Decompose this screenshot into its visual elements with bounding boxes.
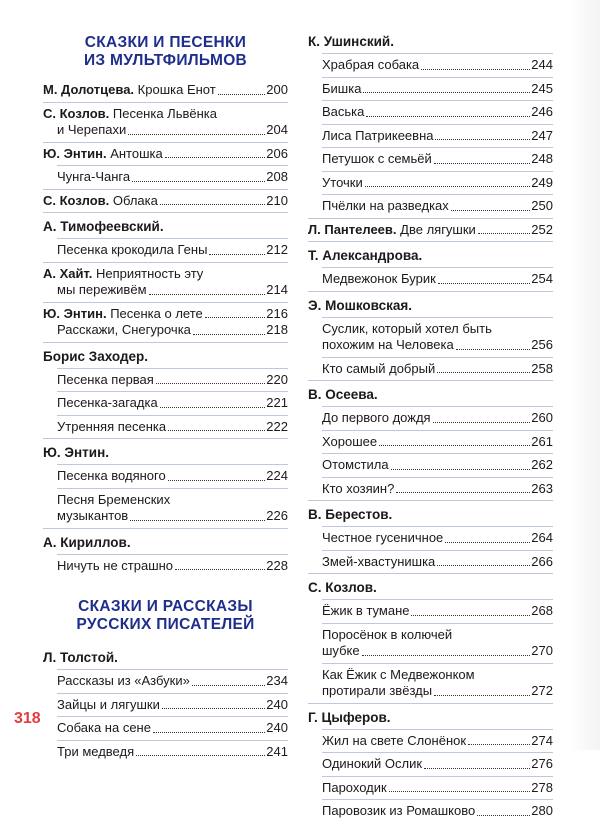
page-ref: 270	[531, 643, 553, 658]
author-name: В. Осеева.	[308, 387, 378, 402]
page-ref: 224	[266, 468, 288, 483]
toc-entry[interactable]	[308, 104, 553, 121]
entry-title: Кто хозяин?	[322, 480, 395, 496]
toc-entry[interactable]	[43, 306, 288, 323]
entry-title: Утренняя песенка	[57, 418, 167, 434]
author-name: Л. Пантелеев.	[308, 221, 397, 237]
page-ref: 254	[531, 271, 553, 286]
entry-title: Уточки	[322, 174, 363, 190]
heading-line: СКАЗКИ И ПЕСЕНКИ	[84, 34, 247, 51]
page-ref: 278	[531, 779, 553, 795]
divider	[322, 453, 553, 454]
divider	[43, 438, 288, 439]
divider	[57, 554, 288, 555]
toc-entry[interactable]	[308, 410, 553, 427]
divider	[322, 550, 553, 551]
author-name: А. Кириллов.	[43, 534, 131, 550]
dot-leader	[434, 163, 531, 164]
dot-leader	[424, 768, 530, 769]
divider	[57, 693, 288, 694]
toc-entry[interactable]	[308, 361, 553, 378]
page-ref: 228	[266, 557, 288, 573]
toc-entry[interactable]	[43, 372, 288, 389]
divider	[322, 623, 553, 624]
divider	[322, 357, 553, 358]
author-name: В. Берестов.	[308, 507, 393, 522]
dot-leader	[389, 791, 531, 792]
dot-leader	[149, 294, 266, 295]
divider	[57, 391, 288, 392]
entry-title: Песенка о лете	[110, 305, 203, 321]
entry-title: Петушок с семьёй	[322, 151, 432, 166]
toc-entry[interactable]	[308, 780, 553, 797]
dot-leader	[433, 422, 531, 423]
entry-title: Пчёлки на разведках	[322, 198, 449, 213]
entry-title: Хорошее	[322, 433, 378, 449]
entry-title: музыкантов	[57, 508, 129, 523]
entry-title: Кто самый добрый	[322, 360, 436, 376]
divider	[322, 430, 553, 431]
toc-entry[interactable]	[308, 222, 553, 239]
divider	[308, 703, 553, 704]
author-name: Л. Толстой.	[43, 650, 118, 665]
page-ref: 260	[531, 410, 553, 425]
divider	[322, 799, 553, 800]
toc-entry[interactable]	[43, 697, 288, 714]
page-ref: 261	[531, 433, 553, 449]
dot-leader	[411, 615, 530, 616]
page-ref: 212	[266, 242, 288, 257]
dot-leader	[130, 520, 265, 521]
dot-leader	[437, 565, 530, 566]
divider	[43, 142, 288, 143]
entry-title: Рассказы из «Азбуки»	[57, 673, 190, 688]
entry-title: Медвежонок Бурик	[322, 271, 436, 286]
divider	[43, 262, 288, 263]
divider	[322, 406, 553, 407]
toc-entry[interactable]	[43, 720, 288, 737]
entry-title: протирали звёзды	[322, 683, 433, 698]
entry-title: Неприятность эту	[95, 265, 204, 281]
entry-title: Суслик, который хотел быть	[322, 320, 492, 336]
entry-title: До первого дождя	[322, 410, 431, 425]
author-name: К. Ушинский.	[308, 34, 394, 49]
page-ref: 263	[531, 480, 553, 496]
entry-title: Честное гусеничное	[322, 530, 444, 545]
author-name: А. Тимофеевский.	[43, 219, 164, 234]
entry-title: Антошка	[110, 145, 163, 161]
page-edge-shading	[570, 0, 600, 750]
dot-leader	[445, 542, 530, 543]
divider	[43, 102, 288, 103]
page-number: 318	[14, 710, 41, 727]
page-ref: 256	[531, 337, 553, 352]
page-ref: 268	[531, 603, 553, 618]
heading-line: РУССКИХ ПИСАТЕЛЕЙ	[76, 616, 255, 633]
divider	[322, 100, 553, 101]
page-ref: 222	[266, 418, 288, 434]
dot-leader	[209, 254, 265, 255]
toc-entry[interactable]	[308, 81, 553, 98]
dot-leader	[391, 469, 531, 470]
entry-title: Жил на свете Слонёнок	[322, 732, 467, 748]
toc-entry[interactable]	[308, 481, 553, 498]
toc-entry[interactable]	[43, 82, 288, 99]
entry-title: Песенка первая	[57, 371, 154, 387]
divider	[57, 740, 288, 741]
author-name: С. Козлов.	[43, 105, 110, 121]
divider	[308, 573, 553, 574]
page-ref: 220	[266, 371, 288, 387]
divider	[322, 317, 553, 318]
toc-entry[interactable]	[308, 128, 553, 145]
dot-leader	[396, 492, 530, 493]
divider	[43, 189, 288, 190]
divider	[322, 77, 553, 78]
entry-title: Песенка водяного	[57, 468, 166, 483]
dot-leader	[437, 372, 530, 373]
page-ref: 210	[266, 192, 288, 208]
page-ref: 276	[531, 756, 553, 771]
dot-leader	[477, 815, 530, 816]
divider	[57, 368, 288, 369]
entry-title: мы переживём	[57, 282, 147, 297]
entry-title: похожим на Человека	[322, 337, 454, 352]
dot-leader	[478, 233, 530, 234]
divider	[322, 752, 553, 753]
entry-title: Бишка	[322, 80, 362, 96]
toc-entry[interactable]	[308, 756, 553, 773]
page-ref: 234	[266, 673, 288, 688]
page-ref: 216	[266, 305, 288, 321]
entry-title: шубке	[322, 643, 360, 658]
dot-leader	[379, 445, 530, 446]
author-name: С. Козлов.	[308, 580, 377, 595]
entry-title: Одинокий Ослик	[322, 756, 423, 771]
divider	[322, 53, 553, 54]
dot-leader	[162, 708, 265, 709]
author-name: М. Долотцева.	[43, 82, 135, 97]
entry-title: Песенка Львёнка	[112, 105, 217, 121]
entry-title: Ёжик в тумане	[322, 603, 410, 618]
divider	[43, 302, 288, 303]
entry-title: Песня Бременских	[57, 491, 171, 507]
divider	[57, 488, 288, 489]
heading-line: СКАЗКИ И РАССКАЗЫ	[78, 598, 253, 615]
author-name: Борис Заходер.	[43, 348, 149, 364]
page-ref: 250	[531, 198, 553, 213]
toc-entry[interactable]	[43, 673, 288, 690]
dot-leader	[128, 134, 265, 135]
page-ref: 214	[266, 282, 288, 297]
section-heading-cartoons	[43, 34, 288, 70]
divider	[322, 599, 553, 600]
page-ref: 208	[266, 169, 288, 184]
divider	[322, 477, 553, 478]
toc-entry[interactable]	[43, 468, 288, 485]
entry-title: Пароходик	[322, 779, 387, 795]
toc-entry[interactable]	[43, 558, 288, 575]
divider	[322, 147, 553, 148]
entry-title: Песенка-загадка	[57, 395, 158, 410]
divider	[308, 218, 553, 219]
entry-title: Облака	[112, 192, 158, 208]
author-name: Э. Мошковская.	[308, 297, 413, 313]
entry-title: Как Ёжик с Медвежонком	[322, 666, 475, 682]
page-ref: 245	[531, 80, 553, 96]
dot-leader	[193, 334, 265, 335]
divider	[57, 238, 288, 239]
entry-title: Поросёнок в колючей	[322, 626, 453, 642]
page-ref: 247	[531, 127, 553, 143]
entry-title: Ничуть не страшно	[57, 557, 174, 573]
divider	[57, 464, 288, 465]
dot-leader	[451, 210, 531, 211]
dot-leader	[366, 116, 530, 117]
divider	[308, 291, 553, 292]
page-ref: 244	[531, 57, 553, 72]
page-ref: 274	[531, 732, 553, 748]
toc-entry[interactable]	[308, 733, 553, 750]
page-ref: 240	[266, 720, 288, 735]
page-ref: 240	[266, 696, 288, 712]
right-column	[308, 0, 553, 820]
page-ref: 248	[531, 151, 553, 166]
page-ref: 221	[266, 395, 288, 410]
page-ref: 252	[531, 221, 553, 237]
dot-leader	[160, 204, 265, 205]
entry-title: Лиса Патрикеевна	[322, 127, 434, 143]
divider	[43, 342, 288, 343]
heading-line: ИЗ МУЛЬТФИЛЬМОВ	[83, 52, 248, 69]
entry-title: Расскажи, Снегурочка	[57, 322, 191, 337]
dot-leader	[136, 755, 265, 756]
page-ref: 264	[531, 530, 553, 545]
divider	[322, 729, 553, 730]
toc-entry[interactable]	[308, 175, 553, 192]
page-ref: 272	[531, 683, 553, 698]
dot-leader	[434, 695, 530, 696]
author-name: А. Хайт.	[43, 265, 93, 281]
divider	[308, 241, 553, 242]
dot-leader	[153, 732, 265, 733]
page-ref: 218	[266, 322, 288, 337]
divider	[57, 165, 288, 166]
toc-entry[interactable]	[43, 146, 288, 163]
dot-leader	[160, 407, 266, 408]
page-ref: 226	[266, 508, 288, 523]
entry-title: Зайцы и лягушки	[57, 696, 160, 712]
page-ref: 246	[531, 104, 553, 119]
toc-entry[interactable]	[43, 106, 288, 139]
entry-title: Чунга-Чанга	[57, 169, 131, 184]
toc-entry[interactable]	[43, 242, 288, 259]
dot-leader	[363, 92, 530, 93]
page-ref: 262	[531, 457, 553, 472]
entry-title: и Черепахи	[57, 122, 127, 137]
divider	[322, 124, 553, 125]
dot-leader	[218, 94, 266, 95]
dot-leader	[192, 685, 265, 686]
dot-leader	[438, 283, 531, 284]
dot-leader	[168, 430, 265, 431]
dot-leader	[435, 139, 530, 140]
section-heading-russian-writers	[43, 598, 288, 634]
dot-leader	[468, 744, 530, 745]
dot-leader	[156, 383, 265, 384]
author-name: Ю. Энтин.	[43, 305, 107, 321]
page-ref: 258	[531, 360, 553, 376]
divider	[57, 415, 288, 416]
dot-leader	[168, 480, 266, 481]
toc-entry[interactable]	[308, 457, 553, 474]
divider	[308, 380, 553, 381]
toc-entry[interactable]	[308, 667, 553, 700]
author-name: Ю. Энтин.	[43, 145, 107, 161]
left-column	[43, 0, 288, 760]
dot-leader	[175, 569, 265, 570]
toc-entry[interactable]	[308, 434, 553, 451]
divider	[322, 267, 553, 268]
entry-title: Три медведя	[57, 743, 135, 759]
dot-leader	[421, 69, 530, 70]
page-ref: 266	[531, 553, 553, 569]
toc-entry[interactable]	[308, 198, 553, 215]
toc-entry[interactable]	[43, 395, 288, 412]
dot-leader	[165, 157, 266, 158]
toc-entry[interactable]	[43, 266, 288, 299]
divider	[322, 194, 553, 195]
entry-title: Васька	[322, 104, 365, 119]
divider	[57, 716, 288, 717]
toc-entry[interactable]	[308, 321, 553, 354]
page-ref: 206	[266, 145, 288, 161]
toc-entry[interactable]	[43, 492, 288, 525]
toc-entry[interactable]	[308, 151, 553, 168]
entry-title: Две лягушки	[400, 221, 476, 237]
toc-entry[interactable]	[308, 530, 553, 547]
entry-title: Паровозик из Ромашково	[322, 803, 476, 818]
divider	[322, 663, 553, 664]
entry-title: Собака на сене	[57, 720, 151, 735]
divider	[43, 212, 288, 213]
divider	[322, 526, 553, 527]
dot-leader	[205, 317, 266, 318]
dot-leader	[362, 655, 531, 656]
toc-entry[interactable]	[43, 419, 288, 436]
author-name: Т. Александрова.	[308, 248, 423, 263]
toc-entry[interactable]	[308, 271, 553, 288]
toc-entry[interactable]	[308, 603, 553, 620]
toc-entry[interactable]	[308, 554, 553, 571]
dot-leader	[456, 349, 531, 350]
page-ref: 249	[531, 174, 553, 190]
author-name: С. Козлов.	[43, 192, 110, 208]
toc-entry[interactable]	[308, 803, 553, 820]
divider	[43, 528, 288, 529]
author-name: Г. Цыферов.	[308, 709, 391, 725]
toc-entry[interactable]	[43, 744, 288, 761]
toc-entry[interactable]	[308, 627, 553, 660]
dot-leader	[365, 186, 531, 187]
entry-title: Змей-хвастунишка	[322, 553, 436, 569]
entry-title: Отомстила	[322, 457, 389, 472]
entry-title: Храбрая собака	[322, 57, 420, 72]
entry-title: Песенка крокодила Гены	[57, 242, 208, 257]
toc-entry[interactable]	[43, 169, 288, 186]
page-ref: 280	[531, 803, 553, 818]
toc-entry[interactable]	[308, 57, 553, 74]
author-name: Ю. Энтин.	[43, 445, 109, 460]
page-ref: 200	[266, 82, 288, 97]
page-ref: 241	[266, 743, 288, 759]
dot-leader	[132, 181, 265, 182]
toc-entry[interactable]	[43, 322, 288, 339]
page-ref: 204	[266, 122, 288, 137]
divider	[57, 669, 288, 670]
entry-title: Крошка Енот	[137, 82, 216, 97]
divider	[322, 171, 553, 172]
divider	[322, 776, 553, 777]
divider	[308, 500, 553, 501]
toc-entry[interactable]	[43, 193, 288, 210]
